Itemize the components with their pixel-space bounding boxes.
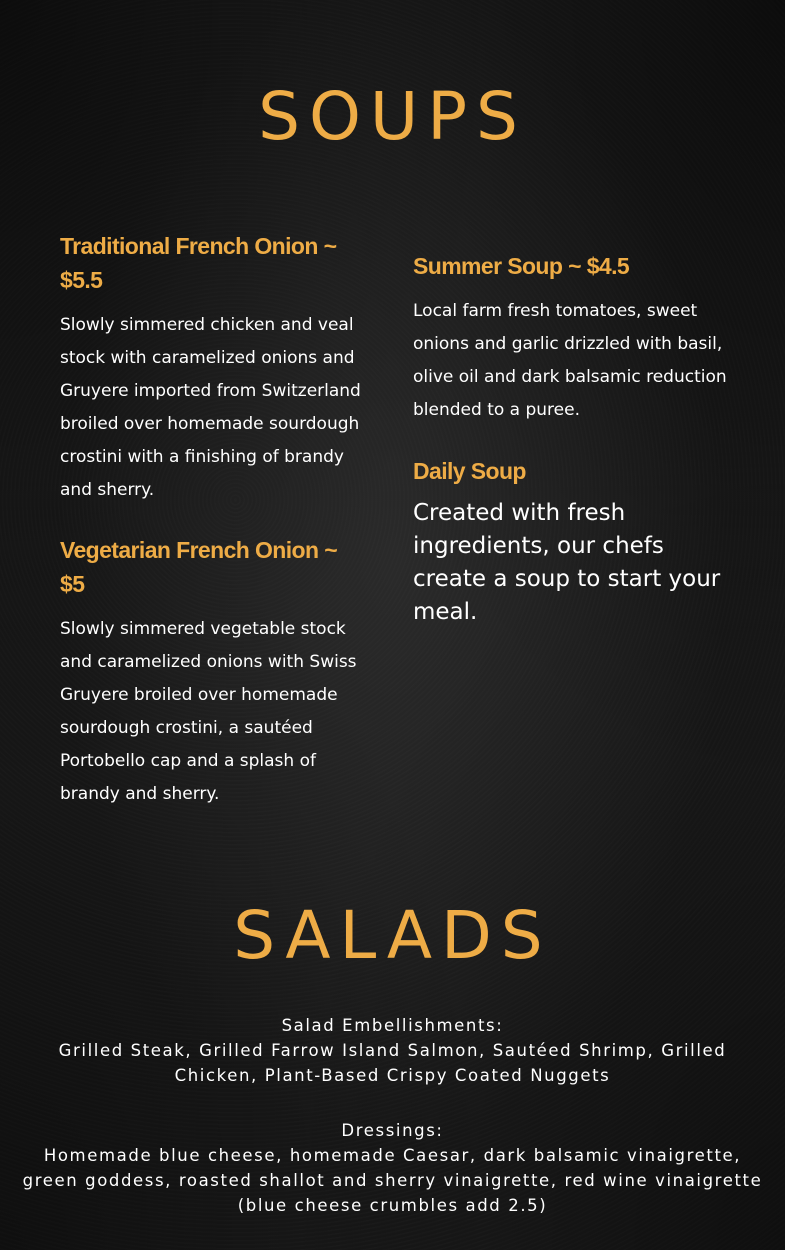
menu-item-name: Vegetarian French Onion ~ $5 (60, 537, 338, 597)
salad-embellishments-heading: Salad Embellishments: (281, 1016, 504, 1035)
menu-item-description: Slowly simmered vegetable stock and caramelized onions with Swiss Gruyere broiled over homemade sourdough crostini, a sautéed Portobello cap and a splash of brandy and sherry. (60, 619, 357, 804)
dressings-heading: Dressings: (341, 1121, 444, 1140)
soups-heading: SOUPS (258, 78, 527, 155)
menu-item-description: Local farm fresh tomatoes, sweet onions and garlic drizzled with basil, olive oil and dark balsamic reduction blended to a puree. (413, 301, 727, 420)
menu-item-daily-soup (413, 454, 733, 629)
menu-item-traditional-french-onion (60, 229, 365, 507)
salad-embellishments-list: Grilled Steak, Grilled Farrow Island Salmon, Sautéed Shrimp, Grilled Chicken, Plant-Based Crispy Coated Nuggets (58, 1041, 727, 1085)
menu-item-vegetarian-french-onion (60, 533, 365, 811)
dressings-list: Homemade blue cheese, homemade Caesar, dark balsamic vinaigrette, green goddess, roasted shallot and sherry vinaigrette, red wine vinaigrette (blue cheese crumbles add 2.5) (22, 1146, 763, 1215)
menu-item-name: Summer Soup ~ $4.5 (413, 253, 630, 279)
menu-item-summer-soup (413, 249, 733, 427)
menu-item-description: Created with fresh ingredients, our chefs create a soup to start your meal. (413, 500, 721, 625)
menu-item-description: Slowly simmered chicken and veal stock with caramelized onions and Gruyere imported from Switzerland broiled over homemade sourdough crostini with a finishing of brandy and sherry. (60, 315, 361, 500)
menu-item-name: Daily Soup (413, 458, 526, 484)
salads-heading: SALADS (233, 897, 552, 974)
menu-item-name: Traditional French Onion ~ $5.5 (60, 233, 337, 293)
